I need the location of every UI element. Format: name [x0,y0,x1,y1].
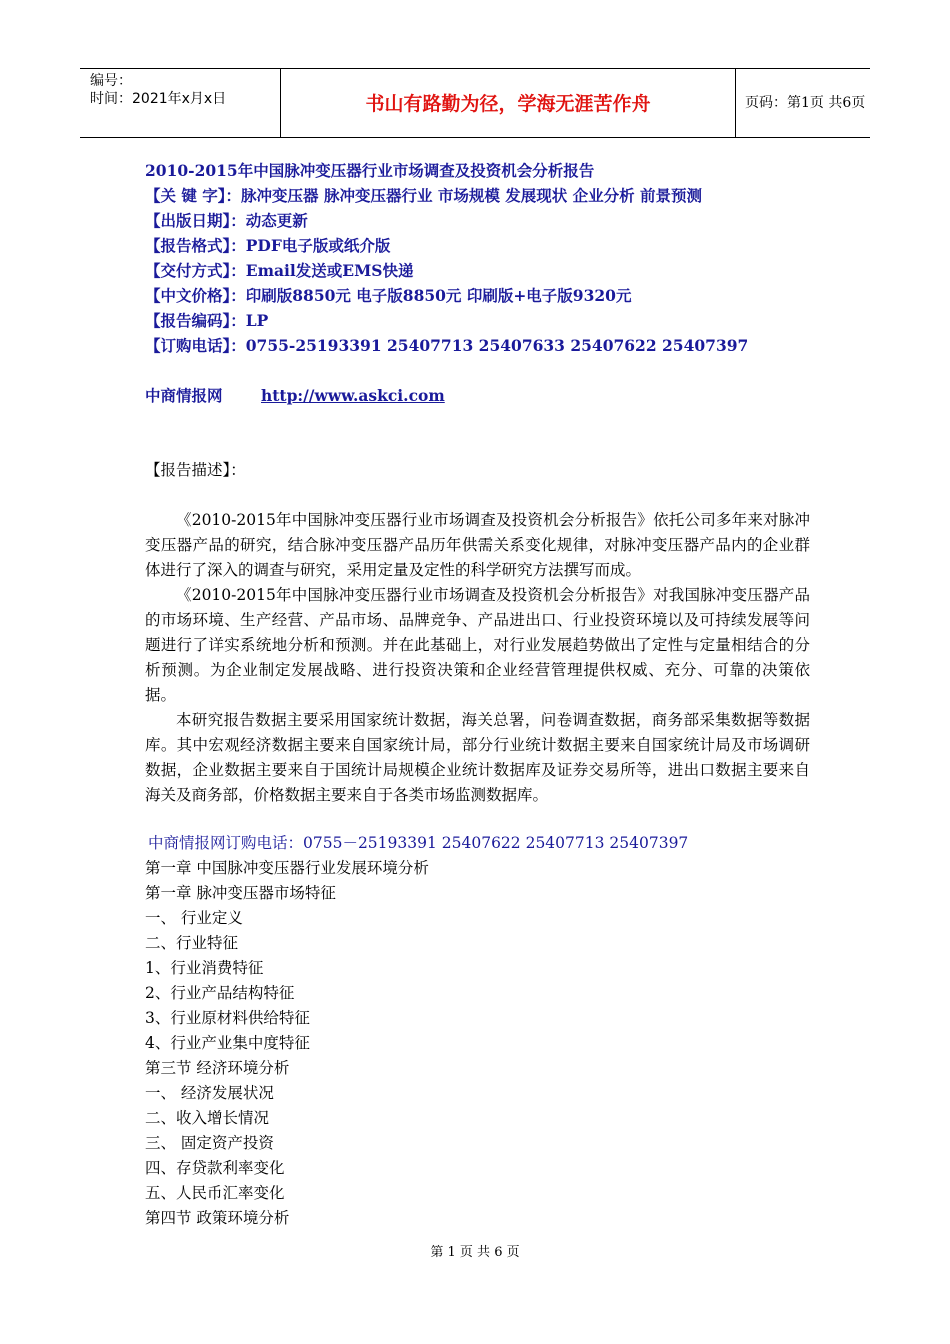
page-footer: 第 1 页 共 6 页 [430,1245,520,1260]
site-url-link[interactable]: http://www.askci.com [261,386,445,405]
info-keywords: 【关 键 字】：脉冲变压器 脉冲变压器行业 市场规模 发展现状 企业分析 前景预测 [145,186,703,205]
paragraph: 《2010-2015年中国脉冲变压器行业市场调查及投资机会分析报告》对我国脉冲变压器产品的市场环境、生产经营、产品市场、品牌竞争、产品进出口、行业投资环境以及可持续发展等问题进行了详实系统地分析和预测。并在此基础上，对行业发展趋势做出了定性与定量相结合的分析预测。为企业制定发展战略、进行投资决策和企业经营管理提供权威、充分、可靠的决策依据。 [145,586,810,704]
header-motto-cell [280,69,736,137]
page-header [80,68,870,138]
page-info: 页码：第1页 共6页 [745,95,866,111]
info-price: 【中文价格】：印刷版8850元 电子版8850元 印刷版+电子版9320元 [145,286,632,305]
report-title: 2010-2015年中国脉冲变压器行业市场调查及投资机会分析报告 [145,161,595,180]
info-code: 【报告编码】：LP [145,311,269,330]
header-meta-cell [80,69,280,137]
toc-item: 四、存贷款利率变化 [145,1159,285,1177]
toc-item: 一、 经济发展状况 [145,1084,274,1102]
toc-item: 第一章 中国脉冲变压器行业发展环境分析 [145,859,429,877]
toc-item: 一、 行业定义 [145,909,243,927]
header-page-cell [735,69,870,137]
toc-item: 第三节 经济环境分析 [145,1059,290,1077]
paragraph: 本研究报告数据主要采用国家统计数据，海关总署，问卷调查数据，商务部采集数据等数据库。其中宏观经济数据主要来自国家统计局，部分行业统计数据主要来自国家统计局及市场调研数据，企业数据主要来自于国统计局规模企业统计数据库及证券交易所等，进出口数据主要来自海关及商务部，价格数据主要来自于各类市场监测数据库。 [145,711,810,804]
info-publish-date: 【出版日期】：动态更新 [145,211,308,230]
document-time: 时间：2021年x月x日 [90,91,227,107]
info-order-phone: 【订购电话】：0755-25193391 25407713 25407633 25407622 25407397 [145,336,749,355]
toc-item: 第四节 政策环境分析 [145,1209,290,1227]
toc-item: 第一章 脉冲变压器市场特征 [145,884,336,902]
info-delivery: 【交付方式】：Email发送或EMS快递 [145,261,414,280]
toc-item: 1、行业消费特征 [145,959,264,977]
motto: 书山有路勤为径，学海无涯苦作舟 [365,93,651,115]
toc-item: 五、人民币汇率变化 [145,1184,285,1202]
description-heading: 【报告描述】： [145,461,246,479]
table-of-contents [145,856,745,1231]
info-format: 【报告格式】：PDF电子版或纸介版 [145,236,391,255]
toc-item: 4、行业产业集中度特征 [145,1034,310,1052]
document-id-label: 编号： [90,73,132,89]
paragraph: 《2010-2015年中国脉冲变压器行业市场调查及投资机会分析报告》依托公司多年来对脉冲变压器产品的研究，结合脉冲变压器产品历年供需关系变化规律，对脉冲变压器产品内的企业群体进行了深入的调查与研究，采用定量及定性的科学研究方法撰写而成。 [145,511,810,579]
toc-item: 二、行业特征 [145,934,239,952]
toc-item: 三、 固定资产投资 [145,1134,274,1152]
toc-item: 2、行业产品结构特征 [145,984,295,1002]
toc-item: 二、收入增长情况 [145,1109,270,1127]
report-info-block [145,158,825,358]
order-phone-line: 中商情报网订购电话：0755－25193391 25407622 25407713 25407397 [148,834,689,852]
site-name: 中商情报网 [145,386,223,405]
description-body [145,508,810,808]
site-line [145,383,445,408]
toc-item: 3、行业原材料供给特征 [145,1009,310,1027]
